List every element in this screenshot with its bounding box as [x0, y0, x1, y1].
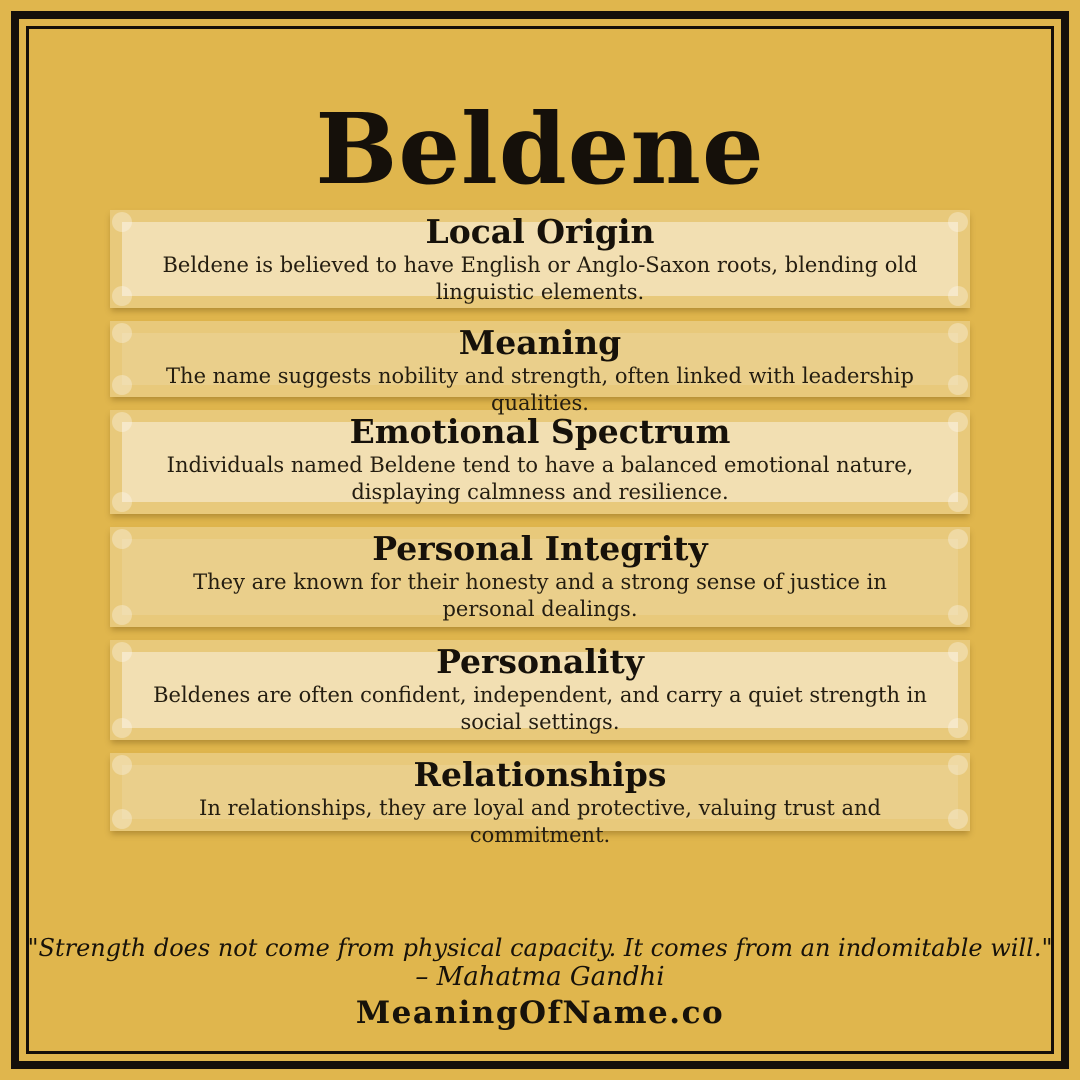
section-body: In relationships, they are loyal and protective, valuing trust and commitment. — [199, 795, 881, 848]
card-content — [110, 640, 970, 737]
footer — [14, 933, 1066, 1031]
section-body: Beldene is believed to have English or Anglo-Saxon roots, blending old linguistic elements. — [162, 252, 918, 305]
section-body: Individuals named Beldene tend to have a balanced emotional nature, displaying calmness and resilience. — [166, 452, 914, 505]
section-card-list — [110, 210, 970, 848]
section-heading: Emotional Spectrum — [349, 412, 731, 451]
site-name: MeaningOfName.co — [355, 994, 725, 1031]
section-card-relationships — [110, 753, 970, 848]
card-content — [110, 210, 970, 307]
section-heading: Meaning — [458, 323, 622, 362]
page-title: Beldene — [315, 91, 765, 206]
section-heading: Local Origin — [425, 212, 655, 251]
section-card-personal-integrity — [110, 527, 970, 627]
section-card-emotional-spectrum — [110, 410, 970, 514]
card-content — [110, 410, 970, 507]
section-body: Beldenes are often confident, independent, and carry a quiet strength in social settings. — [153, 682, 927, 735]
quote-attribution: – Mahatma Gandhi — [415, 962, 665, 992]
section-card-local-origin — [110, 210, 970, 308]
card-content — [110, 527, 970, 624]
section-body: They are known for their honesty and a strong sense of justice in personal dealings. — [193, 569, 887, 622]
card-content — [110, 321, 970, 418]
card-content — [110, 753, 970, 850]
section-heading: Relationships — [413, 755, 667, 794]
section-heading: Personality — [436, 642, 644, 681]
quote-text: "Strength does not come from physical capacity. It comes from an indomitable will." — [27, 934, 1053, 962]
section-card-personality — [110, 640, 970, 740]
section-card-meaning — [110, 321, 970, 416]
section-heading: Personal Integrity — [372, 529, 708, 568]
section-body: The name suggests nobility and strength, often linked with leadership qualities. — [166, 363, 914, 416]
